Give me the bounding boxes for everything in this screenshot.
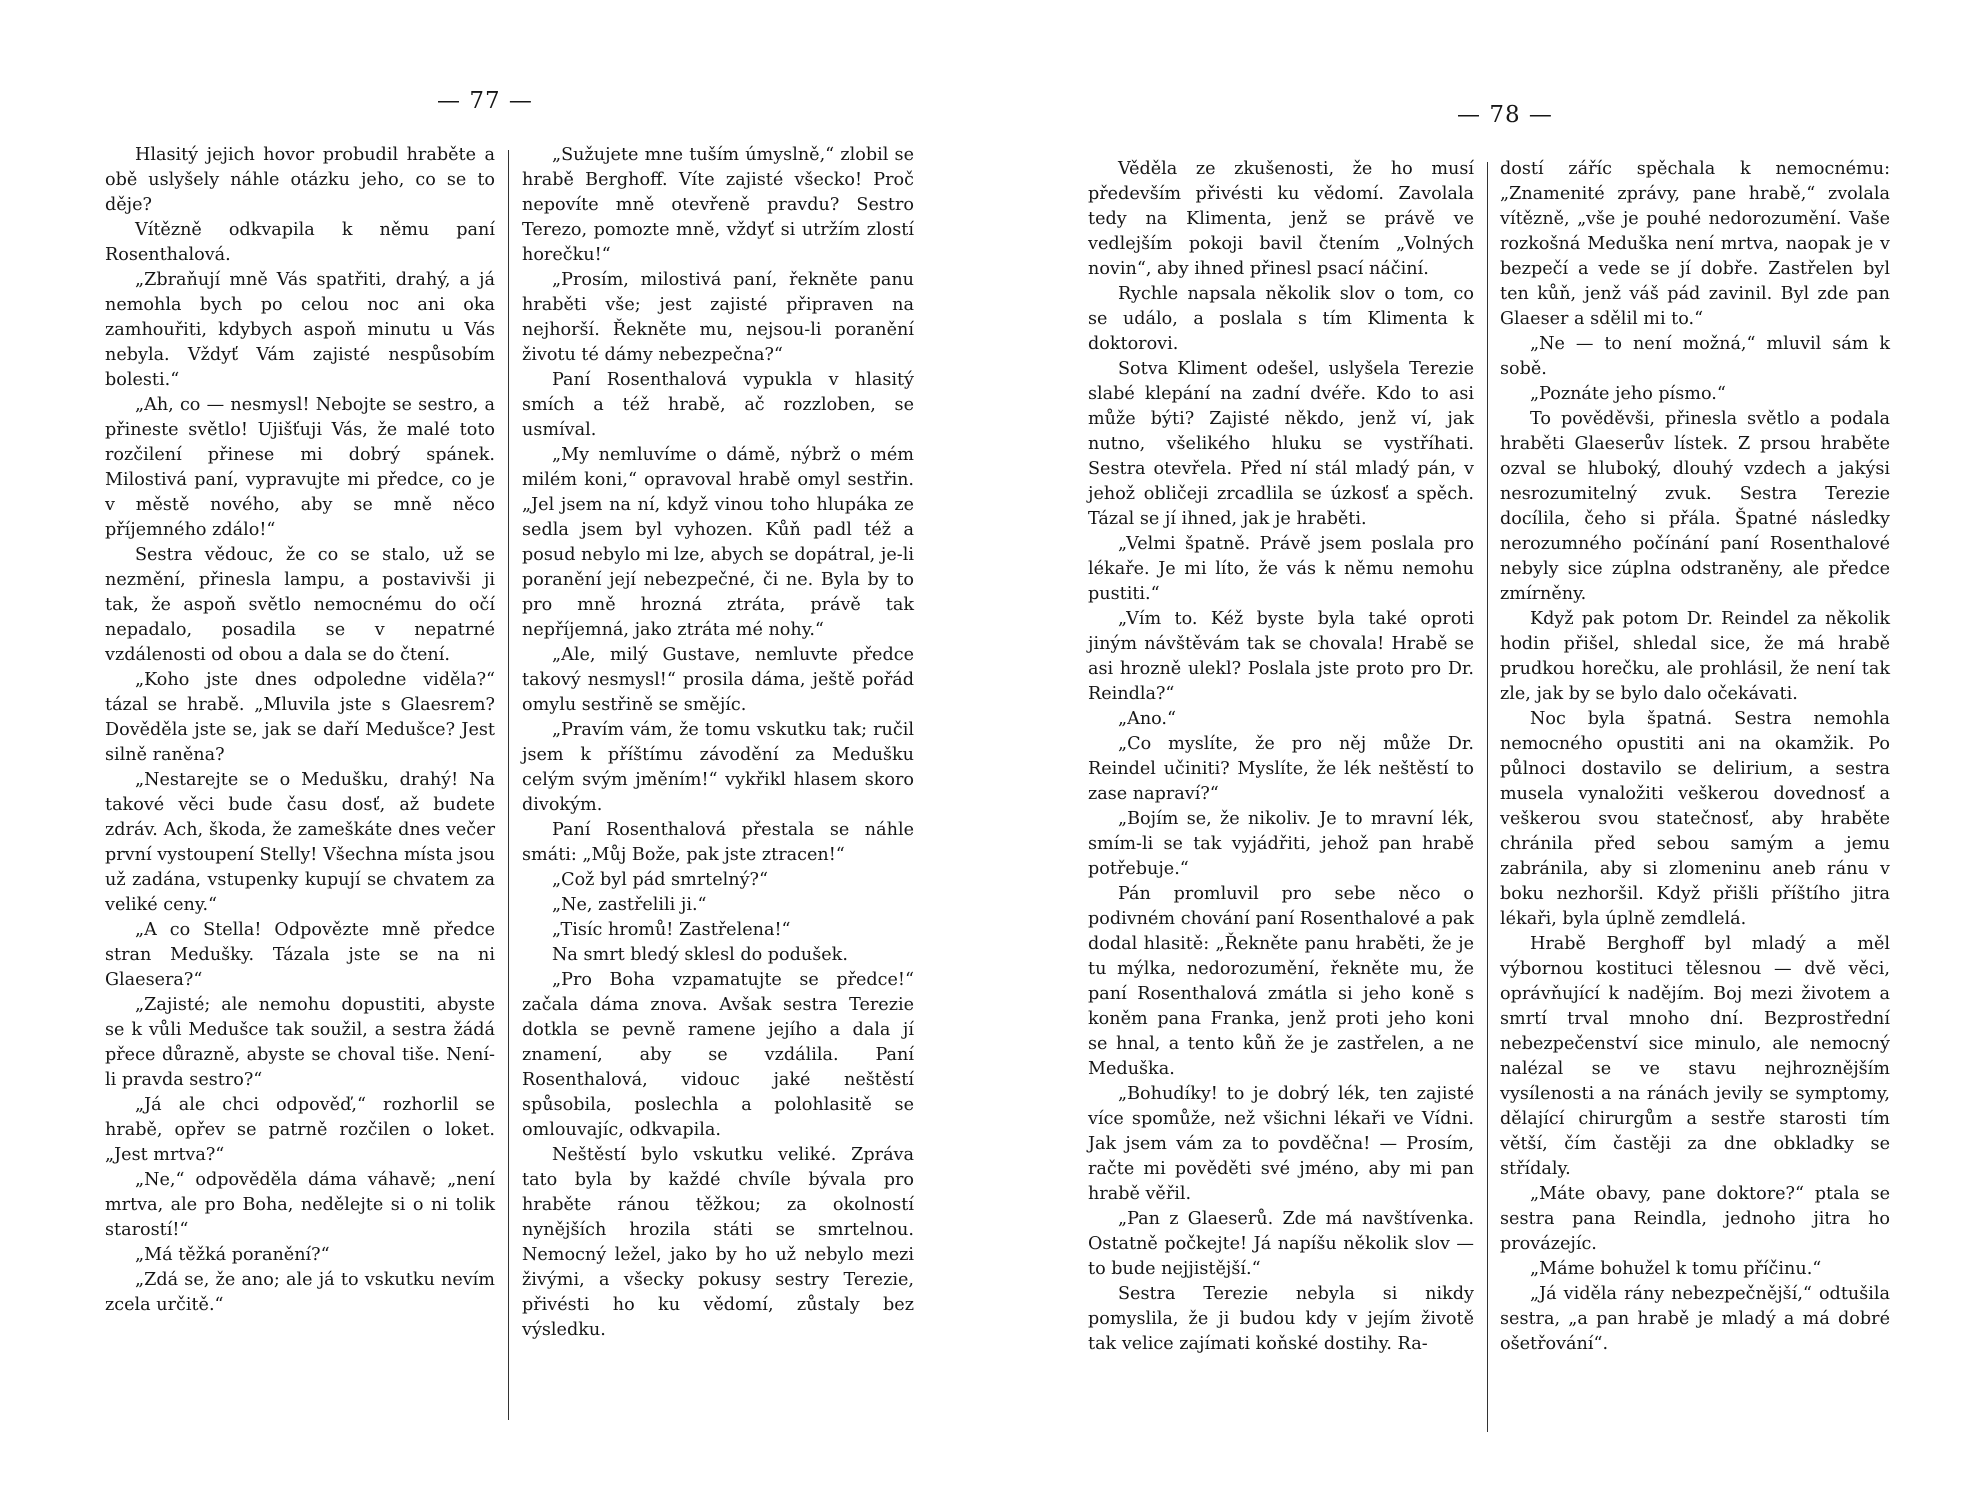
paragraph: „Pravím vám, že tomu vskutku tak; ručil jsem k příštímu závodění za Medušku celým svým jměním!“ vykřikl hlasem skoro divokým.	[522, 720, 914, 815]
paragraph: „Zbraňují mně Vás spatřiti, drahý, a já nemohla bych po celou noc ani oka zamhouřiti, kdybych aspoň minutu u Vás nebyla. Vždyť Vám zajisté nespůsobím bolesti.“	[105, 270, 495, 390]
paragraph: Paní Rosenthalová vypukla v hlasitý smích a též hrabě, ač rozzloben, se usmíval.	[522, 370, 914, 440]
paragraph: „Vím to. Kéž byste byla také oproti jiným návštěvám tak se chovala! Hrabě se asi hrozně ulekl? Poslala jste proto pro Dr. Reindla?“	[1088, 609, 1474, 704]
paragraph: „Ah, co — nesmysl! Nebojte se sestro, a přineste světlo! Ujišťuji Vás, že malé toto rozčilení přinese mi dobrý spánek. Milostivá paní, vypravujte mi předce, co je v městě nového, aby se mně něco příjemného zdálo!“	[105, 395, 495, 540]
paragraph: Pán promluvil pro sebe něco o podivném chování paní Rosenthalové a pak dodal hlasitě: „Řekněte panu hraběti, že je tu mýlka, nedorozumění, řekněte mu, že paní Rosenthalová zmátla si jeho koně s koněm pana Franka, jenž proti jeho koni se hnal, a tento kůň že je zastřelen, a ne Meduška.	[1088, 884, 1474, 1079]
paragraph: „Ne,“ odpověděla dáma váhavě; „není mrtva, ale pro Boha, nedělejte si o ni tolik starostí!“	[105, 1170, 495, 1240]
paragraph: „Ne — to není možná,“ mluvil sám k sobě.	[1500, 334, 1890, 379]
paragraph: Když pak potom Dr. Reindel za několik hodin přišel, shledal sice, že má hrabě prudkou horečku, ale prohlásil, že není tak zle, jak by se bylo dalo očekávati.	[1500, 609, 1890, 704]
paragraph: „Já ale chci odpověď,“ rozhorlil se hrabě, opřev se patrně rozčilen o loket. „Jest mrtva?“	[105, 1095, 495, 1165]
paragraph: „Zdá se, že ano; ale já to vskutku nevím zcela určitě.“	[105, 1270, 495, 1315]
paragraph: „Což byl pád smrtelný?“	[552, 870, 768, 890]
paragraph: „Nestarejte se o Medušku, drahý! Na takové věci bude času dosť, až budete zdráv. Ach, škoda, že zameškáte dnes večer první vystoupení Stelly! Všechna místa jsou už zadána, vstupenky kupují se chvatem za veliké ceny.“	[105, 770, 495, 915]
paragraph: „My nemluvíme o dámě, nýbrž o mém milém koni,“ opravoval hrabě omyl sestřin. „Jel jsem na ní, když vinou toho hlupáka ze sedla jsem byl vyhozen. Kůň padl též a posud nebylo mi lze, abych se dopátral, je-li poranění její nebezpečné, či ne. Byla by to pro mně hrozná ztráta, právě tak nepříjemná, jako ztráta mé nohy.“	[522, 445, 914, 640]
paragraph: Sotva Kliment odešel, uslyšela Terezie slabé klepání na zadní dvéře. Kdo to asi může býti? Zajisté někdo, jenž ví, jak nutno, všelikého hluku se vystříhati. Sestra otevřela. Před ní stál mladý pán, v jehož obličeji zrcadlila se úzkosť a spěch. Tázal se jí ihned, jak je hraběti.	[1088, 359, 1474, 529]
column-divider	[1487, 162, 1488, 1432]
paragraph: Paní Rosenthalová přestala se náhle smáti: „Můj Bože, pak jste ztracen!“	[522, 820, 914, 865]
paragraph: „Co myslíte, že pro něj může Dr. Reindel učiniti? Myslíte, že lék neštěstí to zase napraví?“	[1088, 734, 1474, 804]
paragraph: „Velmi špatně. Právě jsem poslala pro lékaře. Je mi líto, že vás k němu nemohu pustiti.“	[1088, 534, 1474, 604]
paragraph: „Prosím, milostivá paní, řekněte panu hraběti vše; jest zajisté připraven na nejhorší. Řekněte mu, nejsou-li poranění životu té dámy nebezpečna?“	[522, 270, 914, 365]
paragraph: „Ne, zastřelili ji.“	[552, 895, 707, 915]
paragraph: Vítězně odkvapila k němu paní Rosenthalová.	[105, 220, 495, 265]
paragraph: „Já viděla rány nebezpečnější,“ odtušila sestra, „a pan hrabě je mladý a má dobré ošetřování“.	[1500, 1284, 1890, 1354]
page-number-77: — 77 —	[437, 88, 533, 114]
paragraph: Noc byla špatná. Sestra nemohla nemocného opustiti ani na okamžik. Po půlnoci dostavilo se delirium, a sestra musela vynaložiti veškerou dovednosť a veškerou svou statečnosť, aby hraběte chránila před sebou samým a jemu zabránila, aby si zlomeninu aneb ránu v boku nezhoršil. Když přišli příštího jitra lékaři, byla úplně zemdlelá.	[1500, 709, 1890, 929]
right-page-column-2	[1500, 157, 1890, 1357]
paragraph: „Koho jste dnes odpoledne viděla?“ tázal se hrabě. „Mluvila jste s Glaesrem? Dověděla jste se, jak se daří Medušce? Jest silně raněna?	[105, 670, 495, 765]
paragraph: „Ale, milý Gustave, nemluvte předce takový nesmysl!“ prosila dáma, ještě pořád omylu sestřině se smějíc.	[522, 645, 914, 715]
paragraph: Rychle napsala několik slov o tom, co se událo, a poslala s tím Klimenta k doktorovi.	[1088, 284, 1474, 354]
paragraph: Sestra Terezie nebyla si nikdy pomyslila, že ji budou kdy v jejím životě tak velice zajímati koňské dostihy. Ra-	[1088, 1284, 1474, 1354]
paragraph: „Pan z Glaeserů. Zde má navštívenka. Ostatně počkejte! Já napíšu několik slov — to bude nejjistější.“	[1088, 1209, 1474, 1279]
paragraph: „Máme bohužel k tomu příčinu.“	[1530, 1259, 1822, 1279]
column-divider	[508, 150, 509, 1420]
paragraph: „Bojím se, že nikoliv. Je to mravní lék, smím-li se tak vyjádřiti, jehož pan hrabě potřebuje.“	[1088, 809, 1474, 879]
paragraph: „Tisíc hromů! Zastřelena!“	[552, 920, 791, 940]
left-page-column-2	[522, 143, 914, 1343]
left-page-column-1	[105, 143, 495, 1318]
paragraph: To pověděvši, přinesla světlo a podala hraběti Glaeserův lístek. Z prsou hraběte ozval se hluboký, dlouhý vzdech a jakýsi nesrozumitelný zvuk. Sestra Terezie docílila, čeho si přála. Špatné následky nerozumného počínání paní Rosenthalové nebyly sice zúplna odstraněny, ale předce zmírněny.	[1500, 409, 1890, 604]
page-number-78: — 78 —	[1457, 102, 1553, 128]
paragraph: „A co Stella! Odpovězte mně předce stran Medušky. Tázala jste se na ni Glaesera?“	[105, 920, 495, 990]
paragraph: „Poznáte jeho písmo.“	[1530, 384, 1726, 404]
paragraph: „Zajisté; ale nemohu dopustiti, abyste se k vůli Medušce tak soužil, a sestra žádá přece důrazně, abyste se choval tiše. Není-li pravda sestro?“	[105, 995, 495, 1090]
paragraph: dostí záříc spěchala k nemocnému: „Znamenité zprávy, pane hrabě,“ zvolala vítězně, „vše je pouhé nedorozumění. Vaše rozkošná Meduška není mrtva, naopak je v bezpečí a vede se jí dobře. Zastřelen byl ten kůň, jenž váš pád zavinil. Byl zde pan Glaeser a sdělil mi to.“	[1500, 159, 1890, 329]
paragraph: „Má těžká poranění?“	[135, 1245, 330, 1265]
paragraph: Na smrt bledý sklesl do podušek.	[552, 945, 848, 965]
paragraph: „Pro Boha vzpamatujte se předce!“ začala dáma znova. Avšak sestra Terezie dotkla se pevně ramene jejího a dala jí znamení, aby se vzdálila. Paní Rosenthalová, vidouc jaké neštěstí spůsobila, poslechla a polohlasitě se omlouvajíc, odkvapila.	[522, 970, 914, 1140]
paragraph: „Bohudíky! to je dobrý lék, ten zajisté více spomůže, než všichni lékaři ve Vídni. Jak jsem vám za to povděčna! — Prosím, račte mi pověděti své jméno, aby mi pan hrabě věřil.	[1088, 1084, 1474, 1204]
paragraph: Věděla ze zkušenosti, že ho musí především přivésti ku vědomí. Zavolala tedy na Klimenta, jenž se právě ve vedlejším pokoji bavil čtením „Volných novin“, aby ihned přinesl psací náčiní.	[1088, 159, 1474, 279]
paragraph: Hrabě Berghoff byl mladý a měl výbornou kostituci tělesnou — dvě věci, oprávňující k nadějím. Boj mezi životem a smrtí trval mnoho dní. Bezprostřední nebezpečenství sice minulo, ale nemocný nalézal se ve stavu nejhroznějším vysílenosti a na ránách jevily se symptomy, dělající chirurgům a sestře starosti tím větší, čím častěji za dne obkladky se střídaly.	[1500, 934, 1890, 1179]
paragraph: Hlasitý jejich hovor probudil hraběte a obě uslyšely náhle otázku jeho, co se to děje?	[105, 145, 495, 215]
paragraph: „Máte obavy, pane doktore?“ ptala se sestra pana Reindla, jednoho jitra ho provázejíc.	[1500, 1184, 1890, 1254]
paragraph: Neštěstí bylo vskutku veliké. Zpráva tato byla by každé chvíle bývala pro hraběte ránou těžkou; za okolností nynějších hrozila státi se smrtelnou. Nemocný ležel, jako by ho už nebylo mezi živými, a všecky pokusy sestry Terezie, přivésti ho ku vědomí, zůstaly bez výsledku.	[522, 1145, 914, 1340]
paragraph: „Sužujete mne tuším úmyslně,“ zlobil se hrabě Berghoff. Víte zajisté všecko! Proč nepovíte mně otevřeně pravdu? Sestro Terezo, pomozte mně, vždyť si utržím zlostí horečku!“	[522, 145, 914, 265]
paragraph: Sestra vědouc, že co se stalo, už se nezmění, přinesla lampu, a postavivši ji tak, že aspoň světlo nemocnému do očí nepadalo, posadila se v nepatrné vzdálenosti od obou a dala se do čtení.	[105, 545, 495, 665]
paragraph: „Ano.“	[1118, 709, 1177, 729]
right-page-column-1	[1088, 157, 1474, 1357]
